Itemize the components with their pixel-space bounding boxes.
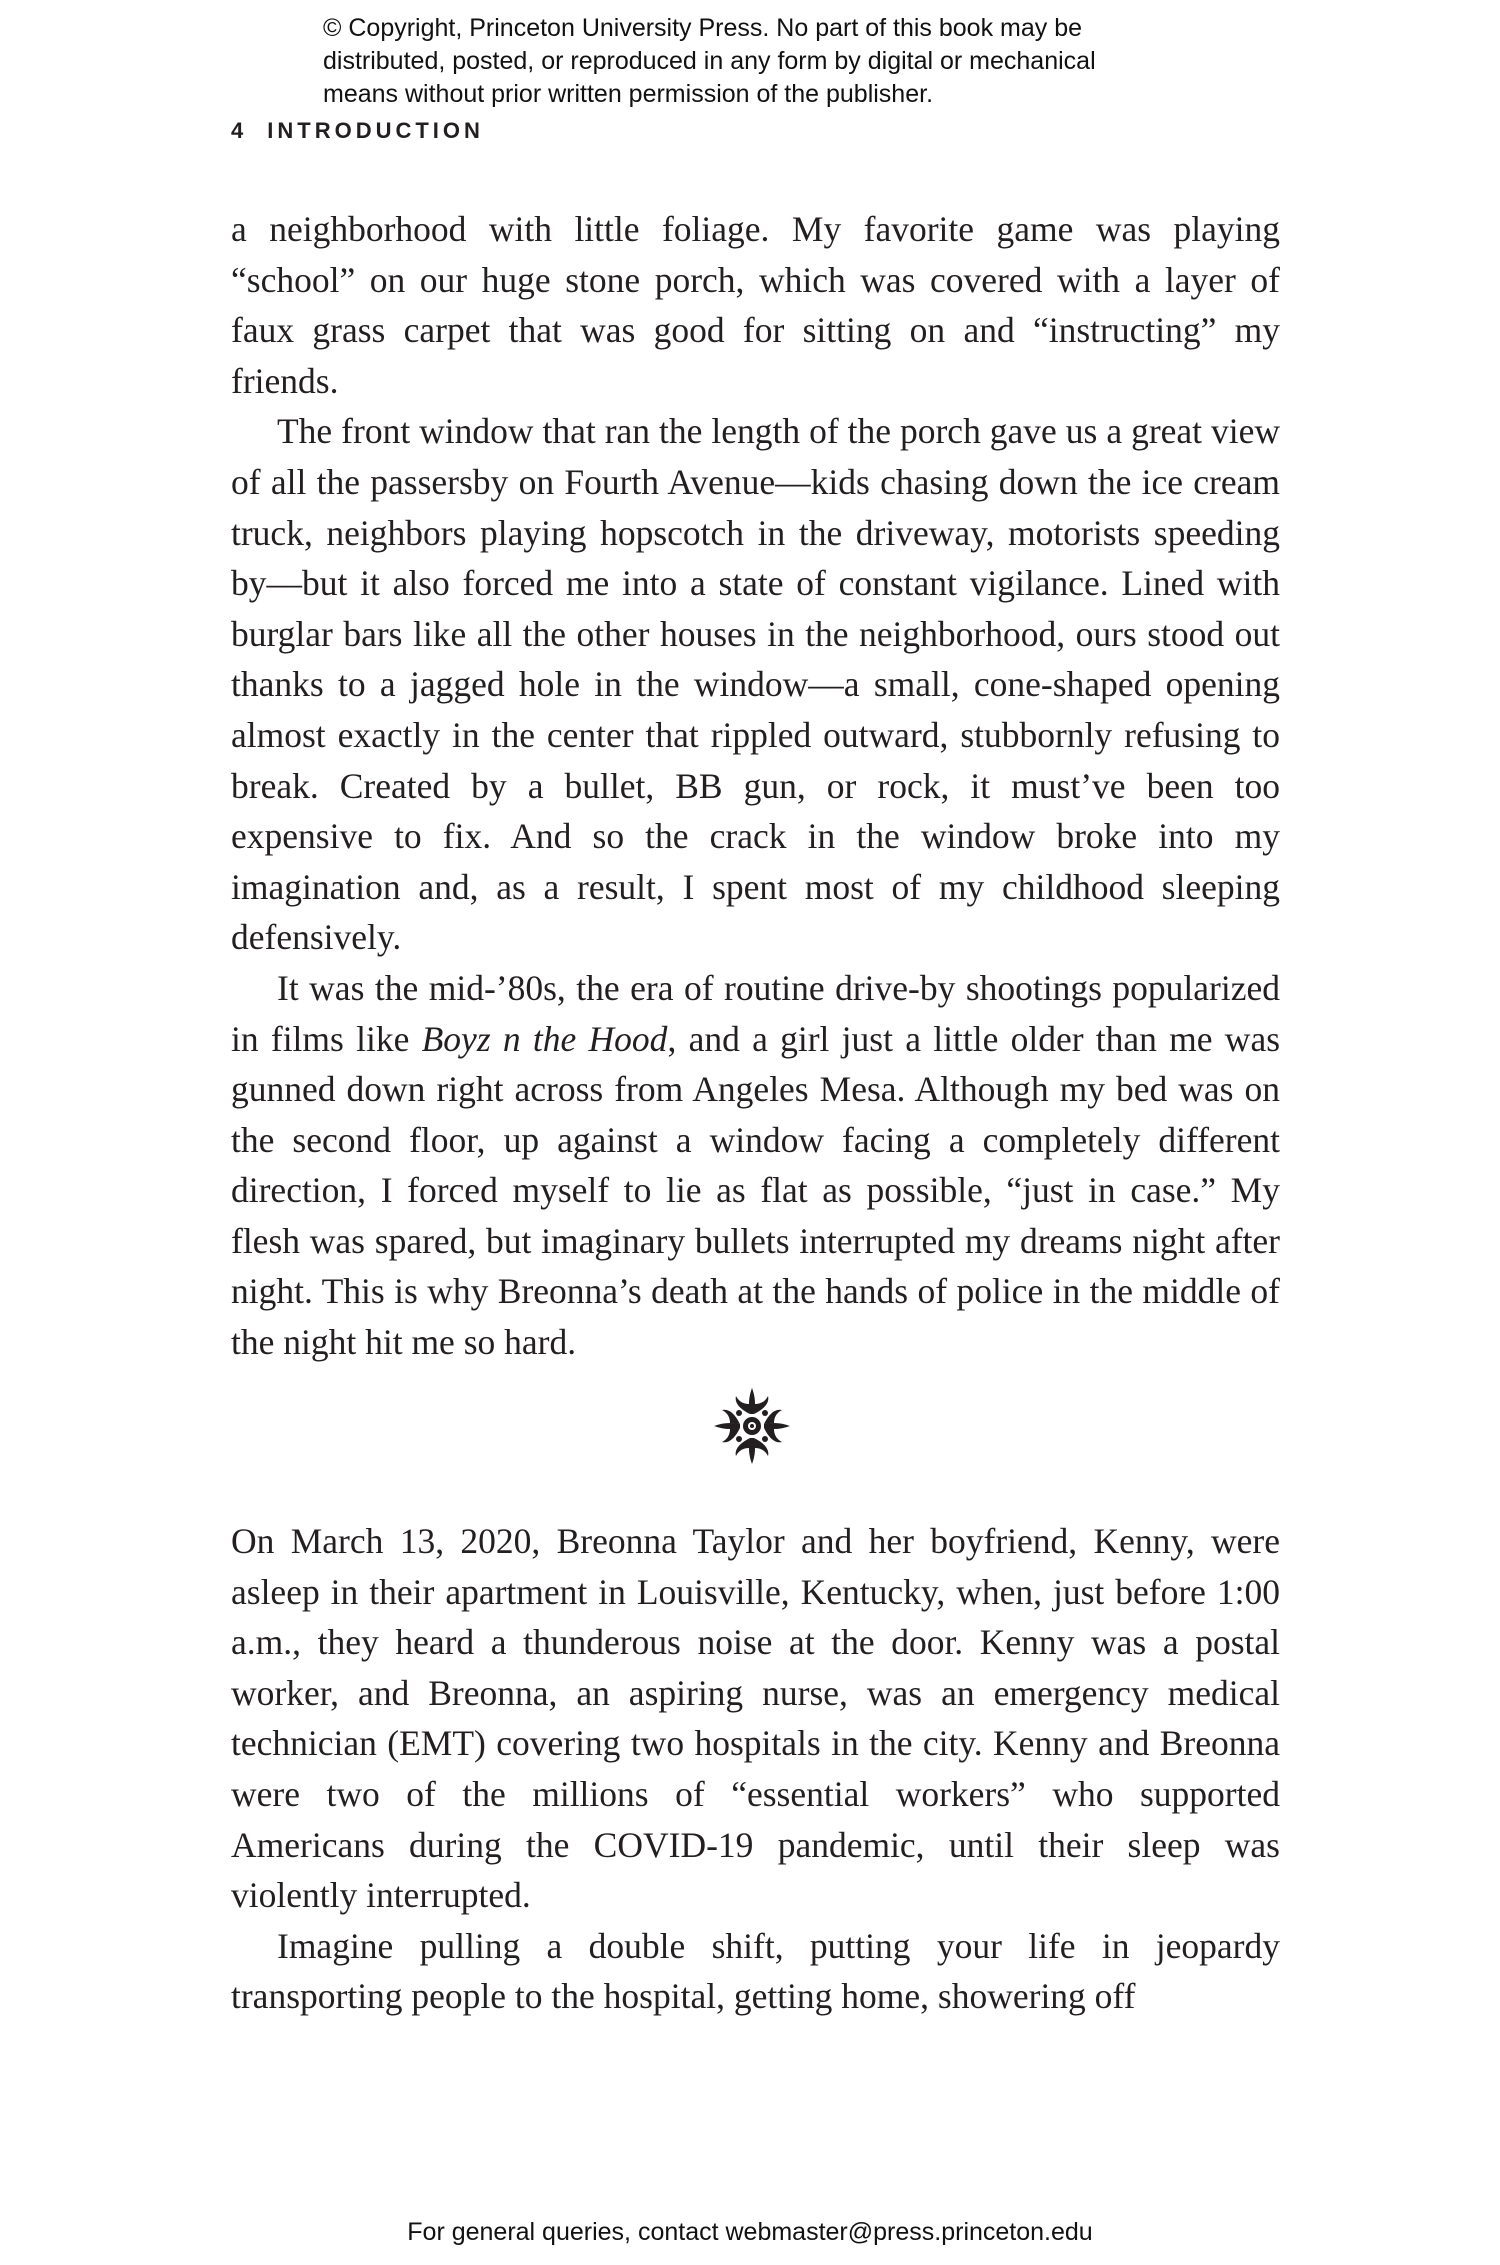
paragraph: Imagine pulling a double shift, putting your life in jeopardy transporting people to the hospital, getting home, showering off [231, 1925, 1280, 2017]
fleuron-ornament-icon [712, 1386, 792, 1466]
section-title: INTRODUCTION [267, 118, 484, 143]
copyright-line: © Copyright, Princeton University Press. No part of this book may be [323, 14, 1083, 42]
paragraph-text: It was the mid-’80s, the era of routine drive-by shootings popularized in films like [231, 967, 1280, 1059]
paragraph-continued: a neighborhood with little foliage. My favorite game was playing “school” on our huge stone porch, which was covered with a layer of faux grass carpet that was good for sitting on and “instructing” my friends. [231, 209, 1280, 401]
copyright-line: means without prior written permission of the publisher. [323, 80, 934, 108]
paragraph-text: , and a girl just a little older than me was gunned down right across from Angeles Mesa. Although my bed was on the second floor, up against a window facing a completely different direction, I forced myself to lie as flat as possible, “just in case.” My flesh was spared, but imaginary bullets interrupted my dreams night after night. This is why Breonna’s death at the hands of police in the middle of the night hit me so hard. [231, 1018, 1281, 1363]
copyright-line: distributed, posted, or reproduced in any form by digital or mechanical [323, 47, 1096, 75]
footer-contact: For general queries, contact webmaster@press.princeton.edu [407, 2218, 1093, 2246]
running-head [231, 118, 484, 144]
page-number: 4 [231, 118, 248, 143]
body-text-lower [231, 1516, 1280, 2022]
paragraph-section-start: On March 13, 2020, Breonna Taylor and her boyfriend, Kenny, were asleep in their apartment in Louisville, Kentucky, when, just before 1:00 a.m., they heard a thunderous noise at the door. Kenny was a postal worker, and Breonna, an aspiring nurse, was an emergency medical technician (EMT) covering two hospitals in the city. Kenny and Breonna were two of the millions of “essential workers” who supported Americans during the COVID-19 pandemic, until their sleep was violently interrupted. [231, 1521, 1280, 1916]
copyright-notice [323, 12, 1223, 111]
film-title: Boyz n the Hood [421, 1018, 668, 1059]
paragraph: The front window that ran the length of the porch gave us a great view of all the passersby on Fourth Avenue—kids chasing down the ice cream truck, neighbors playing hopscotch in the driveway, motorists speeding by—but it also forced me into a state of constant vigilance. Lined with burglar bars like all the other houses in the neighborhood, ours stood out thanks to a jagged hole in the window—a small, cone-shaped opening almost exactly in the center that rippled outward, stubbornly refusing to break. Created by a bullet, BB gun, or rock, it must’ve been too expensive to fix. And so the crack in the window broke into my imagination and, as a result, I spent most of my childhood sleeping defensively. [231, 411, 1280, 958]
paragraph [231, 963, 1280, 1368]
body-text-upper [231, 204, 1280, 1368]
